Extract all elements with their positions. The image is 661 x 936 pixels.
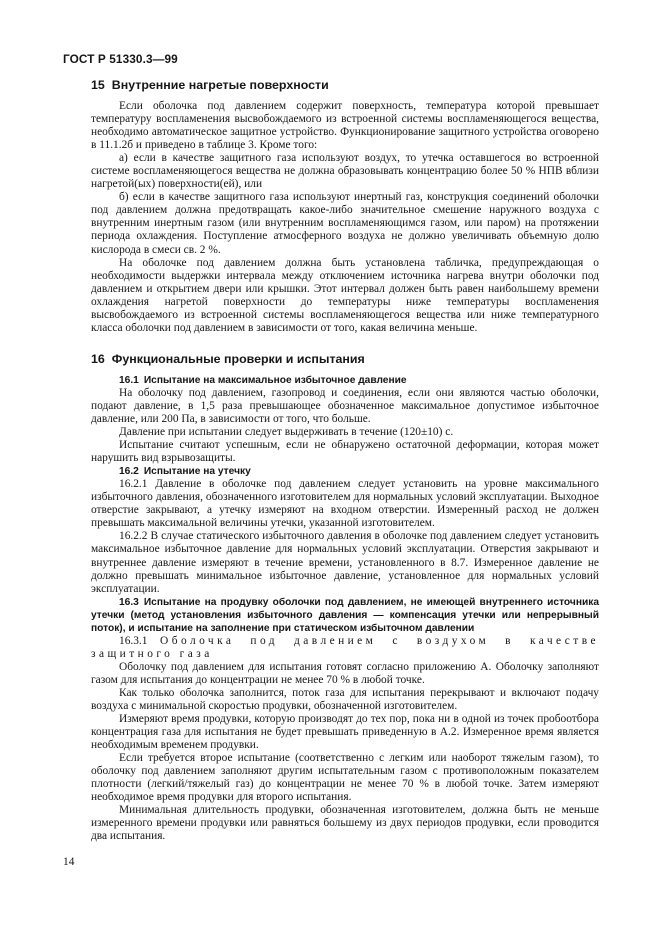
subsection-16-2-heading [91,465,599,478]
subsection-16-3-heading [91,596,599,635]
paragraph: На оболочке под давлением должна быть установлена табличка, предупреждающая о необходимости выдержки интервала между отключением источника нагрева внутри оболочки под давлением и открытием двери или крышки. Этот интервал должен быть равен наибольшему времени охлаждения нагретой поверхности до температуры ниже температуры воспламенения высвобождаемого из встроенной системы воспламеняющегося вещества или ниже температурного класса оболочки под давлением в зависимости от того, какая величина меньше. [91,256,599,334]
clause-title: Оболочка под давлением с воздухом в качестве защитного газа [91,634,599,660]
paragraph: Испытание считают успешным, если не обнаружено остаточной деформации, которая может нарушить вид взрывозащиты. [91,439,599,465]
subsection-16-1-heading [91,374,599,387]
page-number: 14 [63,856,75,868]
section-number: 16 [91,351,105,366]
paragraph: Измеряют время продувки, которую производят до тех пор, пока ни в одной из точек пробоотбора концентрация газа для испытания не будет превышать приведенную в А.2. Измеренное время является необходимым временем продувки. [91,713,599,752]
subsection-title: Испытание на утечку [143,466,251,478]
paragraph: 16.2.2 В случае статического избыточного давления в оболочке под давлением следует установить максимальное избыточное давление для нормальных условий эксплуатации. Отверстия закрывают и внутреннее давление измеряют в течение времени, установленного в 8.7. Измеренное давление не должно превышать минимальное избыточное давление, установленное для нормальных условий эксплуатации. [91,530,599,595]
paragraph: Если требуется второе испытание (соответственно с легким или наоборот тяжелым газом), то оболочку под давлением заполняют другим испытательным газом с противоположным показателем плотности (легкий/тяжелый газ) до концентрации не менее 70 % в любой точке. Затем измеряют необходимое время продувки для второго испытания. [91,752,599,804]
section-number: 15 [91,78,105,92]
section-15-heading [91,78,599,93]
paragraph: Минимальная длительность продувки, обозначенная изготовителем, должна быть не меньше измеренного времени продувки или равняться большему из двух периодов продувки, если проводится два испытания. [91,804,599,843]
paragraph: Если оболочка под давлением содержит поверхность, температура которой превышает температуру воспламенения высвобождаемого из встроенной системы воспламеняющегося вещества, необходимо автоматическое защитное устройство. Функционирование защитного устройства оговорено в 11.1.2б и приведено в таблице 3. Кроме того: [91,100,599,152]
paragraph: а) если в качестве защитного газа используют воздух, то утечка оставшегося во встроенной системе воспламеняющегося вещества не должна образовывать концентрацию более 50 % НПВ вблизи нагретой(ых) поверхности(ей), или [91,152,599,191]
subsection-title: Испытание на продувку оболочки под давлением, не имеющей внутреннего источника утечки (метод установления избыточного давления — компенсация утечки или непрерывный поток), и испытание на заполнение при статическом избыточном давлении [91,596,599,634]
document-body [91,78,599,844]
standard-header: ГОСТ Р 51330.3—99 [63,52,178,66]
section-16-heading [91,352,599,367]
section-title: Внутренние нагретые поверхности [111,78,329,92]
paragraph: Давление при испытании следует выдерживать в течение (120±10) с. [119,426,454,439]
paragraph: б) если в качестве защитного газа используют инертный газ, конструкция соединений оболочки под давлением должна предотвращать какое-либо значительное смешение наружного воздуха с внутренним инертным газом (или внутренним воспламеняющимся газом, или паром) на протяжении периода охлаждения. Поступление атмосферного воздуха не должно увеличивать объемную долю кислорода в смеси св. 2 %. [91,191,599,256]
subsection-number: 16.2 [119,466,139,478]
clause-16-3-1-heading [91,635,599,661]
paragraph: На оболочку под давлением, газопровод и соединения, если они являются частью оболочки, подают давление, в 1,5 раза превышающее обозначенное максимальное допустимое избыточное давление, или 200 Па, в зависимости от того, что больше. [91,386,599,425]
subsection-number: 16.1 [119,374,139,386]
section-title: Функциональные проверки и испытания [111,351,365,366]
subsection-number: 16.3 [119,596,139,608]
paragraph: Оболочку под давлением для испытания готовят согласно приложению А. Оболочку заполняют газом для испытания до концентрации не менее 70 % в любой точке. [91,660,599,686]
subsection-title: Испытание на максимальное избыточное давление [143,374,407,386]
paragraph: 16.2.1 Давление в оболочке под давлением следует установить на уровне максимального избыточного давления, обозначенного изготовителем для нормальных условий эксплуатации. Выходное отверстие закрывают, а утечку измеряют на входном отверстии. Измеренный расход не должен превышать максимальной величины утечки, указанной изготовителем. [91,478,599,530]
paragraph: Как только оболочка заполнится, поток газа для испытания перекрывают и включают подачу воздуха с минимальной скоростью продувки, обозначенной изготовителем. [91,686,599,713]
clause-number: 16.3.1 [119,634,148,647]
